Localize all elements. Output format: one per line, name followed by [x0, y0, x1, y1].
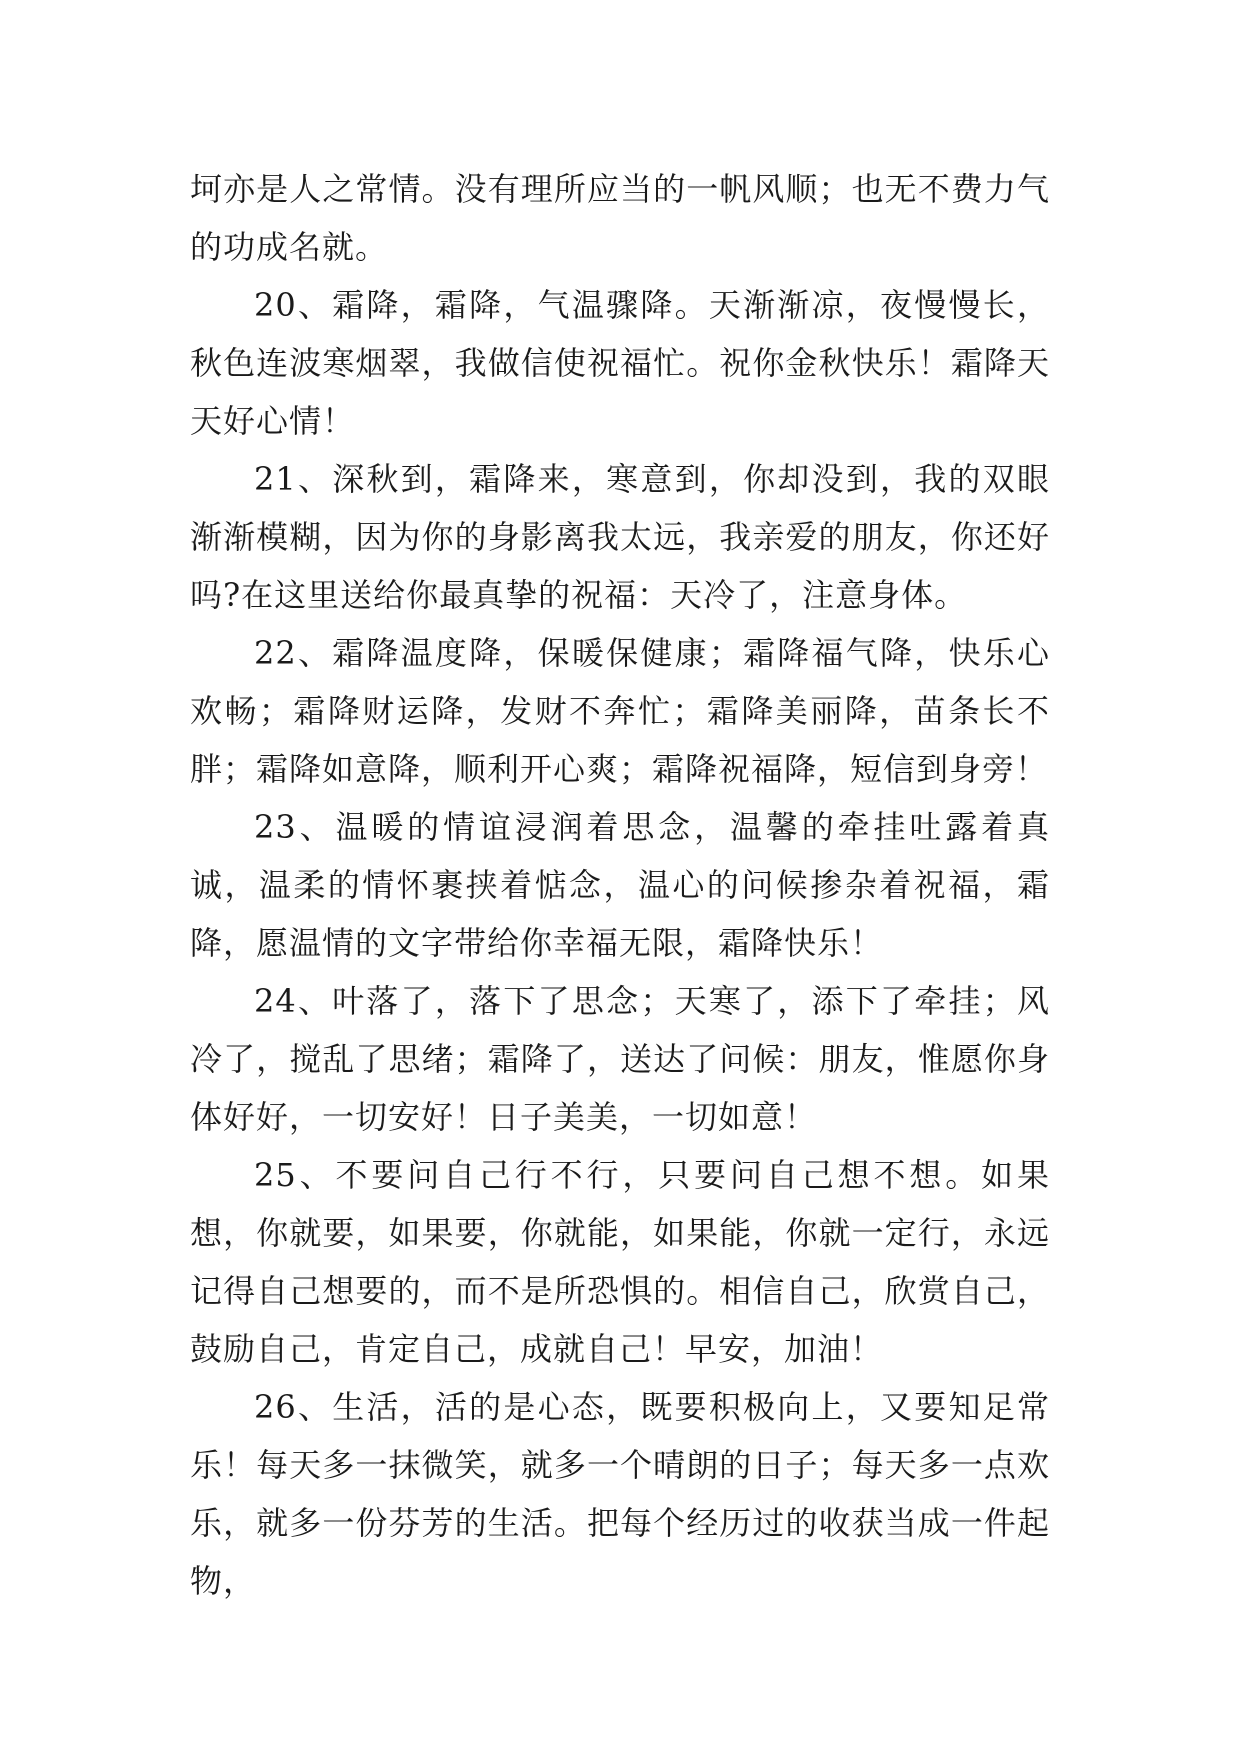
paragraph-19-tail: 坷亦是人之常情。没有理所应当的一帆风顺；也无不费力气的功成名就。 — [190, 170, 1050, 266]
paragraph-22: 22、霜降温度降，保暖保健康；霜降福气降，快乐心欢畅；霜降财运降，发财不奔忙；霜降美丽降，苗条长不胖；霜降如意降，顺利开心爽；霜降祝福降，短信到身旁！ — [190, 634, 1050, 788]
paragraph-24: 24、叶落了，落下了思念；天寒了，添下了牵挂；风冷了，搅乱了思绪；霜降了，送达了问候：朋友，惟愿你身体好好，一切安好！日子美美，一切如意！ — [190, 982, 1050, 1136]
paragraph-23: 23、温暖的情谊浸润着思念，温馨的牵挂吐露着真诚，温柔的情怀裹挟着惦念，温心的问候掺杂着祝福，霜降，愿温情的文字带给你幸福无限，霜降快乐！ — [190, 808, 1050, 962]
paragraph-21: 21、深秋到，霜降来，寒意到，你却没到，我的双眼渐渐模糊，因为你的身影离我太远，我亲爱的朋友，你还好吗?在这里送给你最真挚的祝福：天冷了，注意身体。 — [190, 460, 1050, 614]
document-body — [190, 160, 1050, 1610]
paragraph-25: 25、不要问自己行不行，只要问自己想不想。如果想，你就要，如果要，你就能，如果能，你就一定行，永远记得自己想要的，而不是所恐惧的。相信自己，欣赏自己，鼓励自己，肯定自己，成就自己！早安，加油！ — [190, 1156, 1050, 1368]
paragraph-20: 20、霜降，霜降，气温骤降。天渐渐凉，夜慢慢长，秋色连波寒烟翠，我做信使祝福忙。祝你金秋快乐！霜降天天好心情！ — [190, 286, 1050, 440]
paragraph-26: 26、生活，活的是心态，既要积极向上，又要知足常乐！每天多一抹微笑，就多一个晴朗的日子；每天多一点欢乐，就多一份芬芳的生活。把每个经历过的收获当成一件起物， — [190, 1388, 1050, 1600]
